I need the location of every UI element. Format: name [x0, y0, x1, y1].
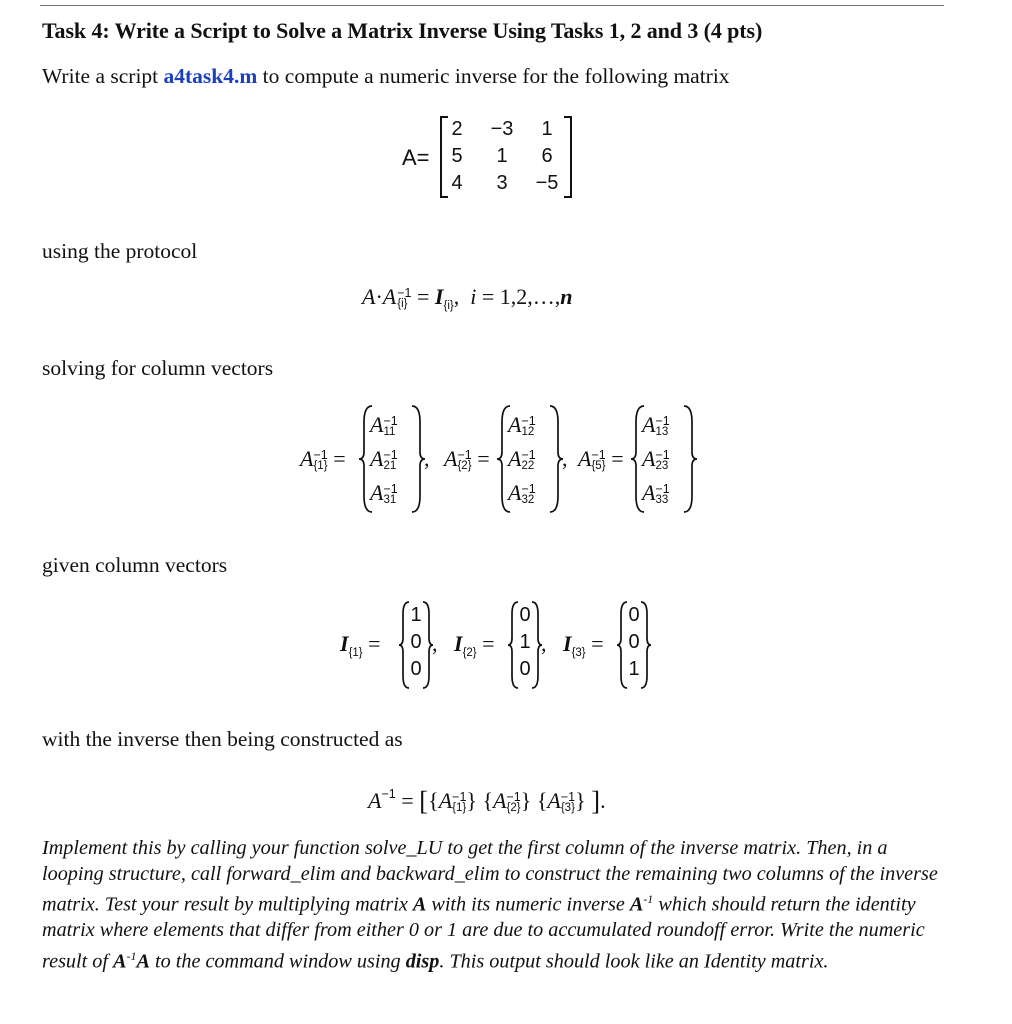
separator-comma: , — [424, 446, 430, 471]
inverse-entry: A −1 32 — [508, 480, 536, 506]
matrix-a-cell: 1 — [541, 118, 553, 140]
script-filename: a4task4.m — [163, 64, 258, 88]
inverse-entry: A −1 23 — [642, 446, 670, 472]
top-divider — [40, 5, 944, 6]
separator-comma: , — [432, 631, 438, 656]
inverse-entry: A −1 13 — [642, 412, 670, 438]
identity-entry: 1 — [519, 631, 531, 653]
matrix-a-label: A= — [402, 145, 430, 170]
given-text: given column vectors — [42, 553, 228, 577]
identity-entry: 0 — [628, 604, 640, 626]
construct-text: with the inverse then being constructed as — [42, 727, 403, 751]
intro-after: to compute a numeric inverse for the following matrix — [257, 64, 730, 88]
protocol-text: using the protocol — [42, 239, 198, 263]
inverse-entry: A −1 21 — [370, 446, 398, 472]
inverse-entry: A −1 22 — [508, 446, 536, 472]
identity-entry: 0 — [410, 631, 422, 653]
matrix-a-cell: 1 — [496, 145, 508, 167]
identity-col-3-label: $I_{\{3\}}$ = — [563, 631, 604, 659]
identity-entry: 0 — [410, 658, 422, 680]
inverse-entry: A −1 12 — [508, 412, 536, 438]
separator-comma: , — [562, 446, 568, 471]
inverse-entry: A −1 11 — [370, 412, 398, 438]
intro-line — [42, 64, 730, 89]
column-vectors-text: solving for column vectors — [42, 356, 274, 380]
instructions-paragraph: Implement this by calling your function solve_LU to get the first column of the inverse matrix. Then, in a looping structure, call forward_elim and backward_elim to construct the remaining two columns of the inverse matrix. Test your result by multiplying matrix A with its numeric inverse $A^{-1}$ which should return the identity matrix where elements that differ from either 0 or 1 are due to accumulated roundoff error. Write the numeric result of $A^{-1}A$ to the command window using disp. This output should look like an Identity matrix. — [42, 837, 938, 973]
matrix-a-cell: −5 — [535, 172, 559, 194]
separator-comma: , — [541, 631, 547, 656]
identity-entry: 1 — [628, 658, 640, 680]
matrix-a-cell: 3 — [496, 172, 508, 194]
matrix-a-cell: 2 — [451, 118, 463, 140]
identity-entry: 0 — [519, 658, 531, 680]
construct-equation: $A^{-1} = [\{A$ −1 {1} } {A −1 {2} } {A −1 {3} } ]. — [368, 786, 606, 816]
inverse-col-3-label: A −1 {5} = — [578, 446, 624, 472]
task-heading: Task 4: Write a Script to Solve a Matrix Inverse Using Tasks 1, 2 and 3 (4 pts) — [42, 18, 763, 43]
inverse-entry: A −1 31 — [370, 480, 398, 506]
protocol-equation: A·A −1 {i} = $I_{\{i\}}$, i = 1,2,…,n — [362, 284, 573, 312]
identity-entry: 1 — [410, 604, 422, 626]
matrix-a-cell: 4 — [451, 172, 463, 194]
inverse-entry: A −1 33 — [642, 480, 670, 506]
matrix-a-cell: 5 — [451, 145, 463, 167]
matrix-a-cell: −3 — [490, 118, 514, 140]
inverse-col-2-label: A −1 {2} = — [444, 446, 490, 472]
identity-entry: 0 — [628, 631, 640, 653]
identity-col-2-label: $I_{\{2\}}$ = — [454, 631, 495, 659]
inverse-col-1-label: A −1 {1} = — [300, 446, 346, 472]
matrix-a-cell: 6 — [541, 145, 553, 167]
intro-before: Write a script — [42, 64, 164, 88]
identity-col-1-label: $I_{\{1\}}$ = — [340, 631, 381, 659]
identity-entry: 0 — [519, 604, 531, 626]
